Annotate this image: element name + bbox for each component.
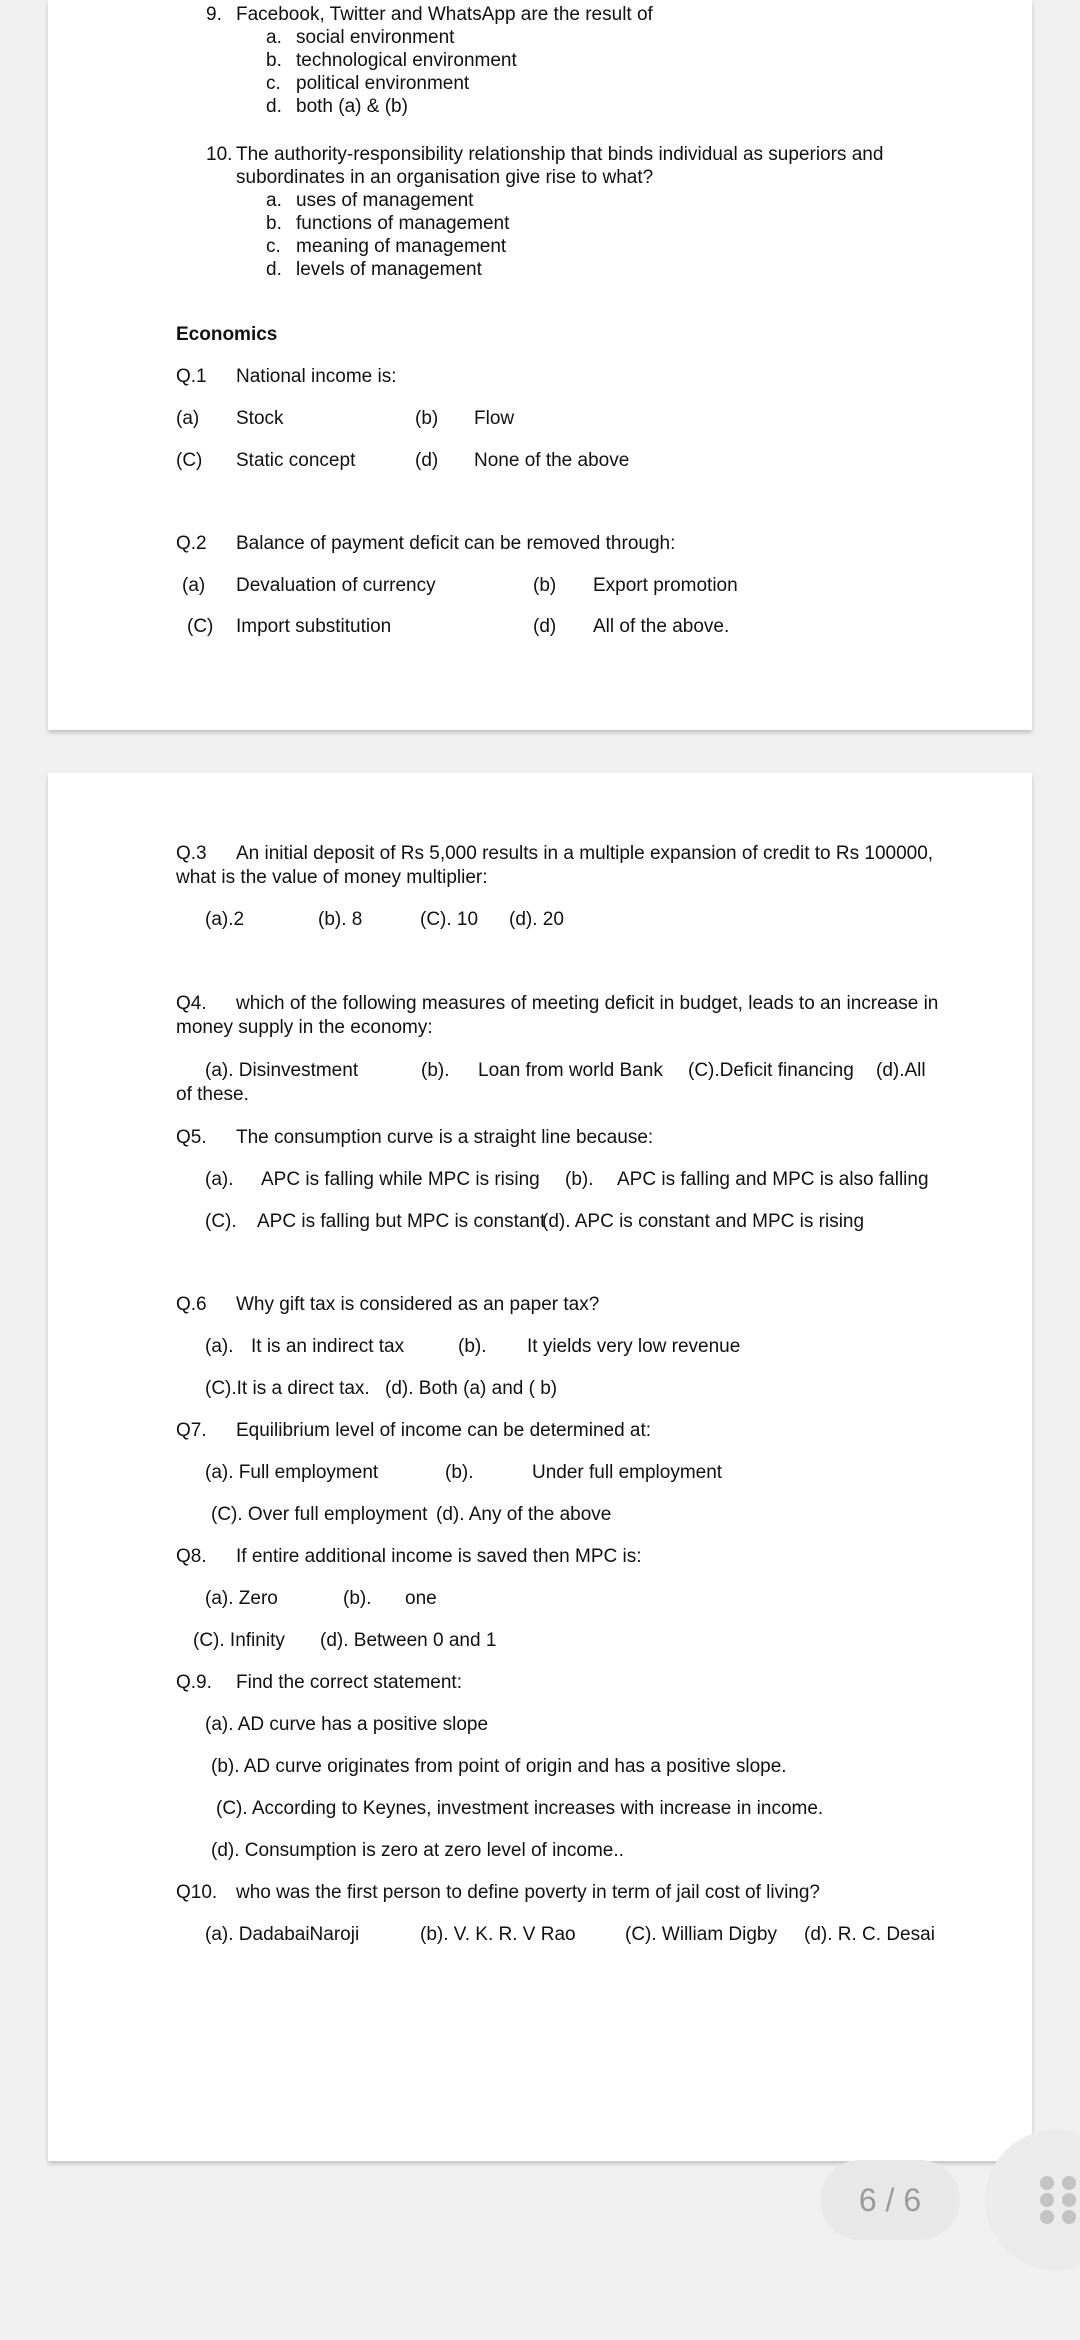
- option-letter: a.: [266, 27, 282, 48]
- question-number: Q5.: [176, 1127, 207, 1148]
- document-page-5: [48, 0, 1032, 730]
- question-number: Q4.: [176, 993, 207, 1014]
- option-text: (a). Full employment: [205, 1462, 379, 1483]
- option-letter: (a).: [205, 1336, 234, 1357]
- question-number: 9.: [206, 4, 222, 25]
- option-text: (C). Infinity: [193, 1630, 285, 1651]
- option-text: (C).It is a direct tax.: [205, 1378, 370, 1399]
- option-text: both (a) & (b): [296, 96, 408, 117]
- option-letter: (b).: [458, 1336, 487, 1357]
- question-number: Q.1: [176, 366, 207, 387]
- option-text: (C). Over full employment: [211, 1504, 428, 1525]
- option-text: uses of management: [296, 190, 474, 211]
- option-text: APC is falling while MPC is rising: [261, 1169, 540, 1190]
- option-text: functions of management: [296, 213, 510, 234]
- question-text: subordinates in an organisation give rise to what?: [236, 167, 654, 188]
- question-text: Equilibrium level of income can be determined at:: [236, 1420, 652, 1441]
- option-letter: (a): [182, 575, 206, 596]
- option-text: It is an indirect tax: [251, 1336, 405, 1357]
- option-text: Flow: [474, 408, 515, 429]
- option-text: (b). V. K. R. V Rao: [420, 1924, 576, 1945]
- option-text: Loan from world Bank: [478, 1060, 663, 1081]
- option-text: (a). DadabaiNaroji: [205, 1924, 360, 1945]
- document-page-6: [48, 773, 1032, 2161]
- option-text: (C). According to Keynes, investment increases with increase in income.: [216, 1798, 824, 1819]
- section-heading: Economics: [176, 324, 278, 345]
- option-text: (a). Disinvestment: [205, 1060, 359, 1081]
- option-letter: d.: [266, 259, 282, 280]
- option-text: one: [405, 1588, 437, 1609]
- question-number: Q10.: [176, 1882, 218, 1903]
- question-number: 10.: [206, 144, 233, 165]
- question-number: Q.2: [176, 533, 207, 554]
- question-text: Find the correct statement:: [236, 1672, 462, 1693]
- option-letter: (d): [533, 616, 557, 637]
- question-text: National income is:: [236, 366, 397, 387]
- question-number: Q7.: [176, 1420, 207, 1441]
- question-text: Facebook, Twitter and WhatsApp are the result of: [236, 4, 653, 25]
- question-text: what is the value of money multiplier:: [176, 867, 488, 888]
- question-text: who was the first person to define poverty in term of jail cost of living?: [236, 1882, 820, 1903]
- option-text: levels of management: [296, 259, 482, 280]
- option-text: (d). R. C. Desai: [804, 1924, 935, 1945]
- option-text: (d). Any of the above: [436, 1504, 612, 1525]
- option-letter: (b).: [343, 1588, 372, 1609]
- option-text: (d). Between 0 and 1: [320, 1630, 497, 1651]
- option-text: (b). AD curve originates from point of origin and has a positive slope.: [211, 1756, 787, 1777]
- question-number: Q.3: [176, 843, 207, 864]
- option-text: Static concept: [236, 450, 356, 471]
- option-letter: (C): [176, 450, 203, 471]
- option-letter: c.: [266, 73, 281, 94]
- option-text: It yields very low revenue: [527, 1336, 741, 1357]
- option-letter: b.: [266, 50, 282, 71]
- question-text: money supply in the economy:: [176, 1017, 433, 1038]
- option-text: (d). Both (a) and ( b): [385, 1378, 558, 1399]
- option-text: (d). 20: [509, 909, 564, 930]
- question-text: If entire additional income is saved then MPC is:: [236, 1546, 642, 1567]
- option-letter: (d): [415, 450, 439, 471]
- option-text: (C). 10: [420, 909, 479, 930]
- option-letter: (b).: [565, 1169, 594, 1190]
- page-indicator: 6 / 6: [820, 2160, 960, 2240]
- option-letter: a.: [266, 190, 282, 211]
- question-text: Balance of payment deficit can be removed through:: [236, 533, 676, 554]
- option-text: Devaluation of currency: [236, 575, 436, 596]
- option-text: (a). AD curve has a positive slope: [205, 1714, 489, 1735]
- option-text: APC is falling but MPC is constant: [257, 1211, 546, 1232]
- option-text: Import substitution: [236, 616, 392, 637]
- question-number: Q8.: [176, 1546, 207, 1567]
- option-text: of these.: [176, 1084, 249, 1105]
- option-text: (a).2: [205, 909, 245, 930]
- option-text: social environment: [296, 27, 455, 48]
- option-text: (C).Deficit financing: [688, 1060, 854, 1081]
- option-letter: (b).: [445, 1462, 474, 1483]
- option-letter: (b).: [421, 1060, 450, 1081]
- option-text: (d).All: [876, 1060, 926, 1081]
- question-number: Q.9.: [176, 1672, 212, 1693]
- option-letter: (b): [415, 408, 439, 429]
- option-text: None of the above: [474, 450, 630, 471]
- question-text: The authority-responsibility relationship that binds individual as superiors and: [236, 144, 884, 165]
- question-number: Q.6: [176, 1294, 207, 1315]
- option-text: Under full employment: [532, 1462, 723, 1483]
- option-text: Export promotion: [593, 575, 738, 596]
- option-text: (d). Consumption is zero at zero level of income..: [211, 1840, 624, 1861]
- option-letter: b.: [266, 213, 282, 234]
- option-letter: (a).: [205, 1169, 234, 1190]
- question-text: Why gift tax is considered as an paper tax?: [236, 1294, 600, 1315]
- option-text: (a). Zero: [205, 1588, 278, 1609]
- option-letter: (b): [533, 575, 557, 596]
- question-text: The consumption curve is a straight line because:: [236, 1127, 654, 1148]
- option-text: Stock: [236, 408, 284, 429]
- option-letter: (a): [176, 408, 200, 429]
- question-text: which of the following measures of meeting deficit in budget, leads to an increase in: [236, 993, 939, 1014]
- grid-dots-icon[interactable]: [1038, 2176, 1080, 2224]
- option-text: political environment: [296, 73, 470, 94]
- option-text: technological environment: [296, 50, 517, 71]
- option-text: (b). 8: [318, 909, 363, 930]
- option-letter: (C).: [205, 1211, 237, 1232]
- option-text: All of the above.: [593, 616, 730, 637]
- option-text: APC is falling and MPC is also falling: [617, 1169, 929, 1190]
- option-letter: c.: [266, 236, 281, 257]
- question-text: An initial deposit of Rs 5,000 results in a multiple expansion of credit to Rs 100000,: [236, 843, 934, 864]
- option-letter: d.: [266, 96, 282, 117]
- option-letter: (C): [187, 616, 214, 637]
- option-text: (d). APC is constant and MPC is rising: [542, 1211, 865, 1232]
- option-text: (C). William Digby: [625, 1924, 777, 1945]
- option-text: meaning of management: [296, 236, 507, 257]
